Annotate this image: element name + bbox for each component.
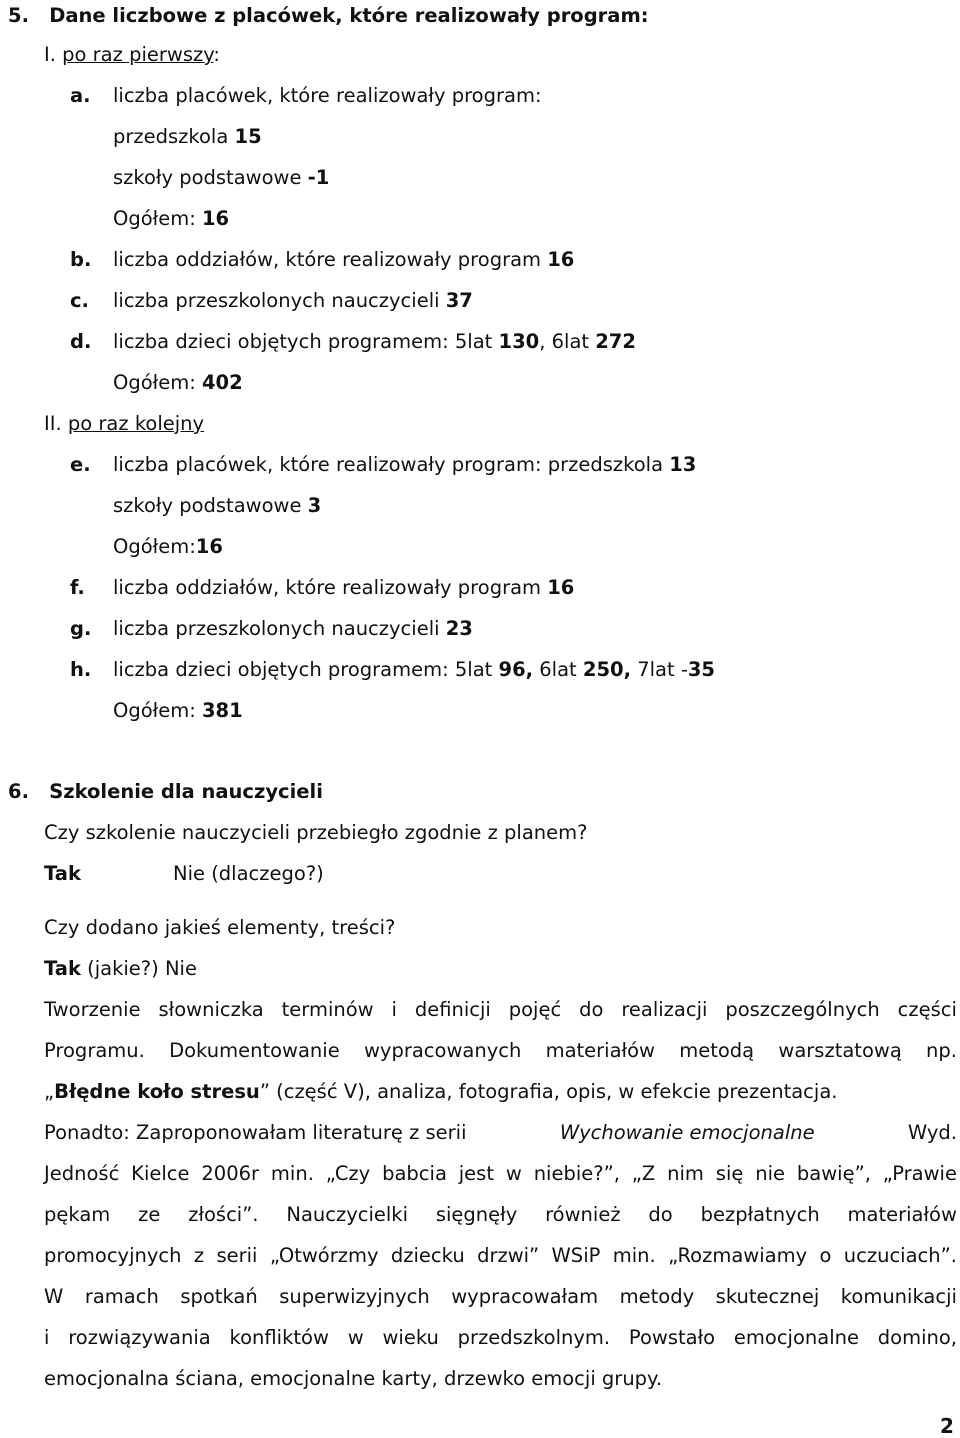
section-number: 5. [8, 4, 29, 27]
word: skutecznej [715, 1285, 820, 1308]
item-d-line2: Ogółem: 402 [113, 371, 243, 394]
page-number: 2 [940, 1414, 954, 1438]
word: metodą [679, 1039, 755, 1062]
word: materiałów [847, 1203, 957, 1226]
word: W [44, 1285, 64, 1308]
subsection-title: po raz kolejny [67, 412, 205, 435]
item-a [70, 84, 542, 108]
section-5-heading [8, 4, 649, 28]
word: promocyjnych [44, 1244, 182, 1267]
word: „Prawie [882, 1162, 957, 1185]
answer-yes: Tak [44, 862, 81, 885]
item-a-line2: przedszkola 15 [113, 125, 262, 148]
item-e-line3: Ogółem:16 [113, 535, 223, 558]
paragraph-line-9 [44, 1326, 957, 1350]
bold-title: Błędne koło stresu [54, 1080, 260, 1103]
item-b: b. liczba oddziałów, które realizowały program 16 [70, 248, 575, 271]
word: pojęć [508, 998, 562, 1021]
question-1-answers [44, 862, 324, 886]
word: Dokumentowanie [169, 1039, 340, 1062]
word: Nauczycielki [286, 1203, 409, 1226]
item-g: g. liczba przeszkolonych nauczycieli 23 [70, 617, 473, 640]
item-letter: a. [70, 84, 91, 107]
word: Jedność [44, 1162, 120, 1185]
word: z [193, 1244, 205, 1267]
paragraph-line-1 [44, 998, 957, 1022]
word: o [819, 1244, 832, 1267]
subsection-I-heading: I. po raz pierwszy: [44, 43, 220, 66]
word: drzwi” [477, 1244, 540, 1267]
word: złości”. [188, 1203, 259, 1226]
word: warsztatową [778, 1039, 902, 1062]
subsection-II-heading [44, 412, 204, 436]
word: min. [612, 1244, 656, 1267]
word: definicji [414, 998, 491, 1021]
question-2-answers [44, 957, 197, 981]
paragraph-line-3: „Błędne koło stresu” (część V), analiza, fotografia, opis, w efekcie prezentacja. [44, 1080, 838, 1103]
paragraph-line-2 [44, 1039, 957, 1063]
word: jest [458, 1162, 494, 1185]
paragraph-line-10: emocjonalna ściana, emocjonalne karty, drzewko emocji grupy. [44, 1367, 663, 1390]
word: niebie?”, [533, 1162, 620, 1185]
word: rozwiązywania [68, 1326, 211, 1349]
section-number: 6. [8, 780, 29, 803]
word: materiałów [545, 1039, 655, 1062]
subsection-title: po raz pierwszy [62, 43, 214, 66]
word: przedszkolnym. [457, 1326, 611, 1349]
word: terminów [281, 998, 374, 1021]
word: Powstało [628, 1326, 716, 1349]
item-f: f. liczba oddziałów, które realizowały program 16 [70, 576, 575, 599]
word: konfliktów [229, 1326, 329, 1349]
word: Tworzenie [44, 998, 141, 1021]
italic-series: Wychowanie emocjonalne [559, 1121, 815, 1144]
word: uczuciach”. [843, 1244, 957, 1267]
word: „Z [631, 1162, 656, 1185]
word: się [715, 1162, 744, 1185]
word: pękam [44, 1203, 111, 1226]
section-title: Szkolenie dla nauczycieli [49, 780, 323, 803]
word: ze [138, 1203, 161, 1226]
word: bezpłatnych [700, 1203, 820, 1226]
word: sięgnęły [435, 1203, 518, 1226]
word: Programu. [44, 1039, 145, 1062]
word: słowniczka [158, 998, 264, 1021]
word: superwizyjnych [279, 1285, 430, 1308]
word: ramach [84, 1285, 159, 1308]
word: w [505, 1162, 522, 1185]
question-2: Czy dodano jakieś elementy, treści? [44, 916, 396, 939]
paragraph-line-6 [44, 1203, 957, 1227]
word: babcia [382, 1162, 447, 1185]
word: emocjonalne [733, 1326, 859, 1349]
word: np. [926, 1039, 957, 1062]
word: nie [755, 1162, 786, 1185]
word: serii [216, 1244, 258, 1267]
item-h-line2: Ogółem: 381 [113, 699, 243, 722]
word: wypracowałam [451, 1285, 599, 1308]
item-a-line4: Ogółem: 16 [113, 207, 230, 230]
word: dziecku [390, 1244, 465, 1267]
item-e-line2: szkoły podstawowe 3 [113, 494, 322, 517]
word: również [545, 1203, 621, 1226]
word: poszczególnych [725, 998, 880, 1021]
word: do [579, 998, 604, 1021]
answer-no: Nie (dlaczego?) [173, 862, 324, 885]
word: realizacji [621, 998, 708, 1021]
word: spotkań [180, 1285, 258, 1308]
word: do [648, 1203, 673, 1226]
word: wieku [382, 1326, 439, 1349]
paragraph-line-4: Ponadto: Zaproponowałam literaturę z serii Wychowanie emocjonalne Wyd. [44, 1121, 957, 1144]
word: bawię”, [796, 1162, 871, 1185]
word: 2006r [201, 1162, 260, 1185]
word: w [347, 1326, 364, 1349]
word: metody [619, 1285, 695, 1308]
section-6-heading [8, 780, 323, 804]
subsection-number: II. [44, 412, 62, 435]
answer-rest: (jakie?) Nie [80, 957, 197, 980]
paragraph-line-7 [44, 1244, 957, 1268]
section-title: Dane liczbowe z placówek, które realizowały program: [49, 4, 649, 27]
item-c: c. liczba przeszkolonych nauczycieli 37 [70, 289, 473, 312]
word: nim [667, 1162, 704, 1185]
word: domino, [877, 1326, 957, 1349]
word: „Rozmawiamy [668, 1244, 808, 1267]
word: wypracowanych [363, 1039, 522, 1062]
word: części [897, 998, 957, 1021]
word: Kielce [131, 1162, 190, 1185]
word: i [44, 1326, 50, 1349]
word: i [391, 998, 397, 1021]
word: „Otwórzmy [269, 1244, 379, 1267]
item-d: d. liczba dzieci objętych programem: 5lat 130, 6lat 272 [70, 330, 636, 353]
answer-yes: Tak [44, 957, 81, 980]
subsection-number: I. [44, 43, 56, 66]
word: min. [270, 1162, 314, 1185]
paragraph-line-8 [44, 1285, 957, 1309]
word: „Czy [325, 1162, 371, 1185]
item-a-line3: szkoły podstawowe -1 [113, 166, 330, 189]
item-e: e. liczba placówek, które realizowały program: przedszkola 13 [70, 453, 697, 476]
item-h: h. liczba dzieci objętych programem: 5lat 96, 6lat 250, 7lat -35 [70, 658, 715, 681]
word: WSiP [551, 1244, 601, 1267]
word: komunikacji [840, 1285, 957, 1308]
question-1: Czy szkolenie nauczycieli przebiegło zgodnie z planem? [44, 821, 588, 844]
paragraph-line-5 [44, 1162, 957, 1186]
item-text: liczba placówek, które realizowały program: [113, 84, 542, 107]
